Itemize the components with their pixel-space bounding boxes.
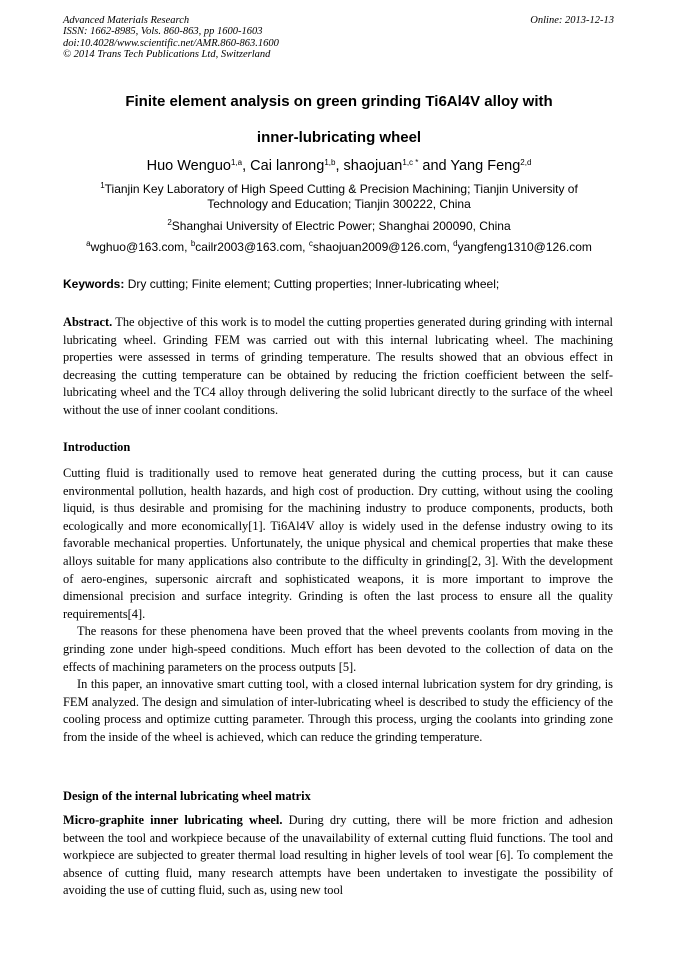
copyright-line: © 2014 Trans Tech Publications Ltd, Switzerland xyxy=(63,49,271,61)
paragraph: Cutting fluid is traditionally used to remove heat generated during the cutting process, but it can cause environmental pollution, health hazards, and high cost of production. Dry cutting, without using the cooling liquid, is thus desirable and promising for the machining industry to produce components, products, both ecologically and more economically[1]. Ti6Al4V alloy is widely used in the defense industry owing to its favorable mechanical properties. Unfortunately, the unique physical and chemical properties that make these alloys suitable for many applications also contribute to the difficulty in grinding[2, 3]. With the development of aero-engines, supersonic aircraft and sophisticated weapons, it is more important to improve the dimensional precision and surface integrity. Grinding is often the last process to ensure all the quality requirements[4]. xyxy=(63,466,613,621)
abstract-text: The objective of this work is to model the cutting properties generated during grinding with internal lubricating wheel. Grinding FEM was carried out with this internal lubricating wheel. The machining properties were assessed in terms of grinding temperature. The results showed that an obvious effect in decreasing the cutting temperature can be obtained by reducing the friction coefficient between the self-lubricating wheel and the TC4 alloy through delivering the solid lubricant directly to the surface of the wheel without the use of inner coolant conditions. xyxy=(63,315,613,417)
design-run-in-label: Micro-graphite inner lubricating wheel. xyxy=(63,813,283,827)
title-line-2: inner-lubricating wheel xyxy=(256,129,422,146)
paragraph: The reasons for these phenomena have been proved that the wheel prevents coolants from moving in the grinding zone under high-speed conditions. Much effort has been devoted to the collection of data on the effects of machining parameters on the process outputs [5]. xyxy=(63,624,613,674)
journal-header xyxy=(63,15,279,61)
affiliation-1: $^1$Tianjin Key Laboratory of High Speed Cutting & Precision Machining; Tianjin University of Technology and Education; Tianjin 300222, China xyxy=(100,181,578,211)
keywords-text: Dry cutting; Finite element; Cutting properties; Inner-lubricating wheel; xyxy=(124,277,500,291)
keywords-label: Keywords: xyxy=(63,277,125,291)
email: $^d$yangfeng1310@126.com xyxy=(453,239,592,254)
design-body xyxy=(63,812,613,900)
email: $^a$wghuo@163.com, xyxy=(86,239,191,254)
online-date: Online: 2013-12-13 xyxy=(530,15,614,26)
journal-name: Advanced Materials Research xyxy=(63,15,190,26)
design-heading: Design of the internal lubricating wheel matrix xyxy=(63,789,311,803)
affiliation-2: $^2$Shanghai University of Electric Power; Shanghai 200090, China xyxy=(167,218,511,233)
doi-line: doi:10.4028/www.scientific.net/AMR.860-863.1600 xyxy=(63,37,279,49)
email: $^b$cailr2003@163.com, xyxy=(190,239,309,254)
author-emails xyxy=(30,240,648,255)
introduction-body xyxy=(63,465,613,747)
author-list xyxy=(30,156,648,176)
author: Cai lanrong$^{1,b}$, xyxy=(250,158,344,174)
abstract xyxy=(63,314,613,420)
abstract-label: Abstract. xyxy=(63,315,113,329)
title-line-1: Finite element analysis on green grinding Ti6Al4V alloy with xyxy=(125,93,553,110)
paragraph: During dry cutting, there will be more friction and adhesion between the tool and workpiece because of the unavailability of external cutting fluid functions. The tool and workpiece are subjected to greater thermal load resulting in higher levels of tool wear [6]. To complement the absence of cutting fluid, many research attempts have been undertaken to investigate the possibility of avoiding the use of cutting fluid, such as, using new tool xyxy=(63,813,613,898)
author: shaojuan$^{1,c *}$ and xyxy=(343,158,451,174)
keywords xyxy=(63,277,615,292)
author: Huo Wenguo$^{1,a}$, xyxy=(146,158,251,174)
author: Yang Feng$^{2,d}$ xyxy=(450,158,532,174)
email: $^c$shaojuan2009@126.com, xyxy=(308,239,454,254)
paragraph: In this paper, an innovative smart cutting tool, with a closed internal lubrication system for dry grinding, is FEM analyzed. The design and simulation of inter-lubricating wheel is described to study the efficiency of the cooling process and optimize cutting parameter. Through this process, urging the coolants into grinding zone from the inside of the wheel is achieved, which can reduce the grinding temperature. xyxy=(63,677,613,744)
paper-title xyxy=(30,84,648,156)
introduction-heading: Introduction xyxy=(63,440,131,454)
issn-line: ISSN: 1662-8985, Vols. 860-863, pp 1600-1603 xyxy=(63,26,263,38)
